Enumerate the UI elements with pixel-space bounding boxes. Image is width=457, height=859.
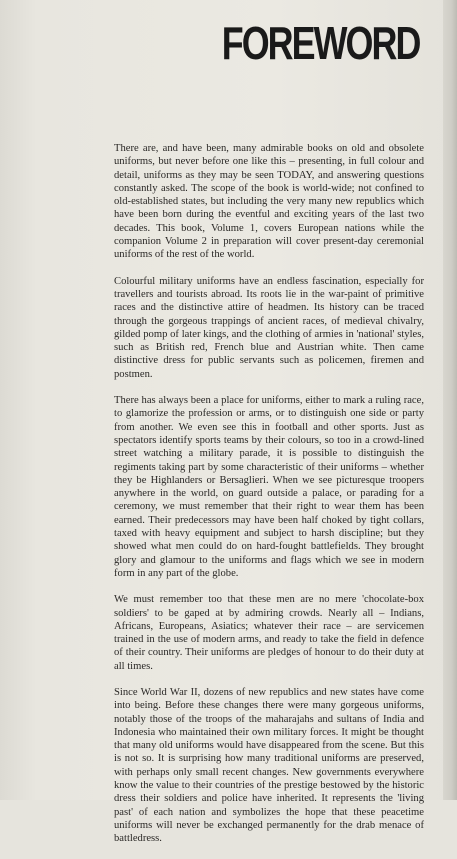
paragraph-1: There are, and have been, many admirable books on old and obsolete uniforms, but never before one like this – presenting, in full colour and detail, uniforms as they may be seen TODAY, and answering questions constantly asked. The scope of the book is world-wide; not confined to old-established states, but including the very many new republics which have been born during the eventful and exciting years of the last two decades. This book, Volume 1, covers European nations while the companion Volume 2 in preparation will cover present-day ceremonial uniforms of the rest of the world. — [114, 143, 424, 261]
page-title: FOREWORD — [221, 17, 419, 69]
foreword-body — [114, 142, 424, 859]
page-edge-shadow — [443, 0, 457, 800]
paragraph-3: There has always been a place for uniforms, either to mark a ruling race, to glamorize the profession or arms, or to distinguish one side or party from another. We even see this in football and other sports. Just as spectators identify sports teams by their colours, so too in a crowd-lined street watching a military parade, it is possible to distinguish the regiments taking part by some characteristic of their uniforms – whether they be Highlanders or Bersaglieri. When we see picturesque troopers anywhere in the world, on guard outside a palace, or parading for a ceremony, we must remember that their right to wear them has been earned. Their predecessors may have been half choked by tight collars, taxed with heavy equipment and subject to harsh discipline; but they showed what men could do on hard-fought battlefields. They brought glory and glamour to the uniforms and flags which we see in modern form in any part of the globe. — [114, 395, 424, 579]
paragraph-4: We must remember too that these men are no mere 'chocolate-box soldiers' to be gaped at by admiring crowds. Nearly all – Indians, Africans, Europeans, Asiatics; whatever their race – are servicemen trained in the use of modern arms, and ready to take the field in defence of their country. Their uniforms are pledges of honour to do their duty at all times. — [114, 594, 424, 672]
paragraph-2: Colourful military uniforms have an endless fascination, especially for travellers and tourists abroad. Its roots lie in the war-paint of primitive races and the distinctive attire of headmen. Its history can be traced through the gorgeous trappings of ancient races, of medieval chivalry, gilded pomp of later kings, and the clothing of armies in 'national' styles, such as British red, French blue and Austrian white. Then came distinctive dress for public servants such as policemen, firemen and postmen. — [114, 275, 424, 380]
paragraph-5: Since World War II, dozens of new republics and new states have come into being. Before these changes there were many gorgeous uniforms, notably those of the troops of the maharajahs and sultans of India and Indonesia who maintained their own military forces. It might be thought that many old uniforms would have disappeared from the scene. But this is not so. It is surprising how many traditional uniforms are preserved, with perhaps only small recent changes. New governments everywhere know the value to their countries of the prestige bestowed by the historic dress their soldiers and police have inherited. It represents the 'living past' of each nation and symbolizes the hope that these peacetime uniforms will never be exchanged permanently for the drab menace of battledress. — [114, 686, 424, 845]
